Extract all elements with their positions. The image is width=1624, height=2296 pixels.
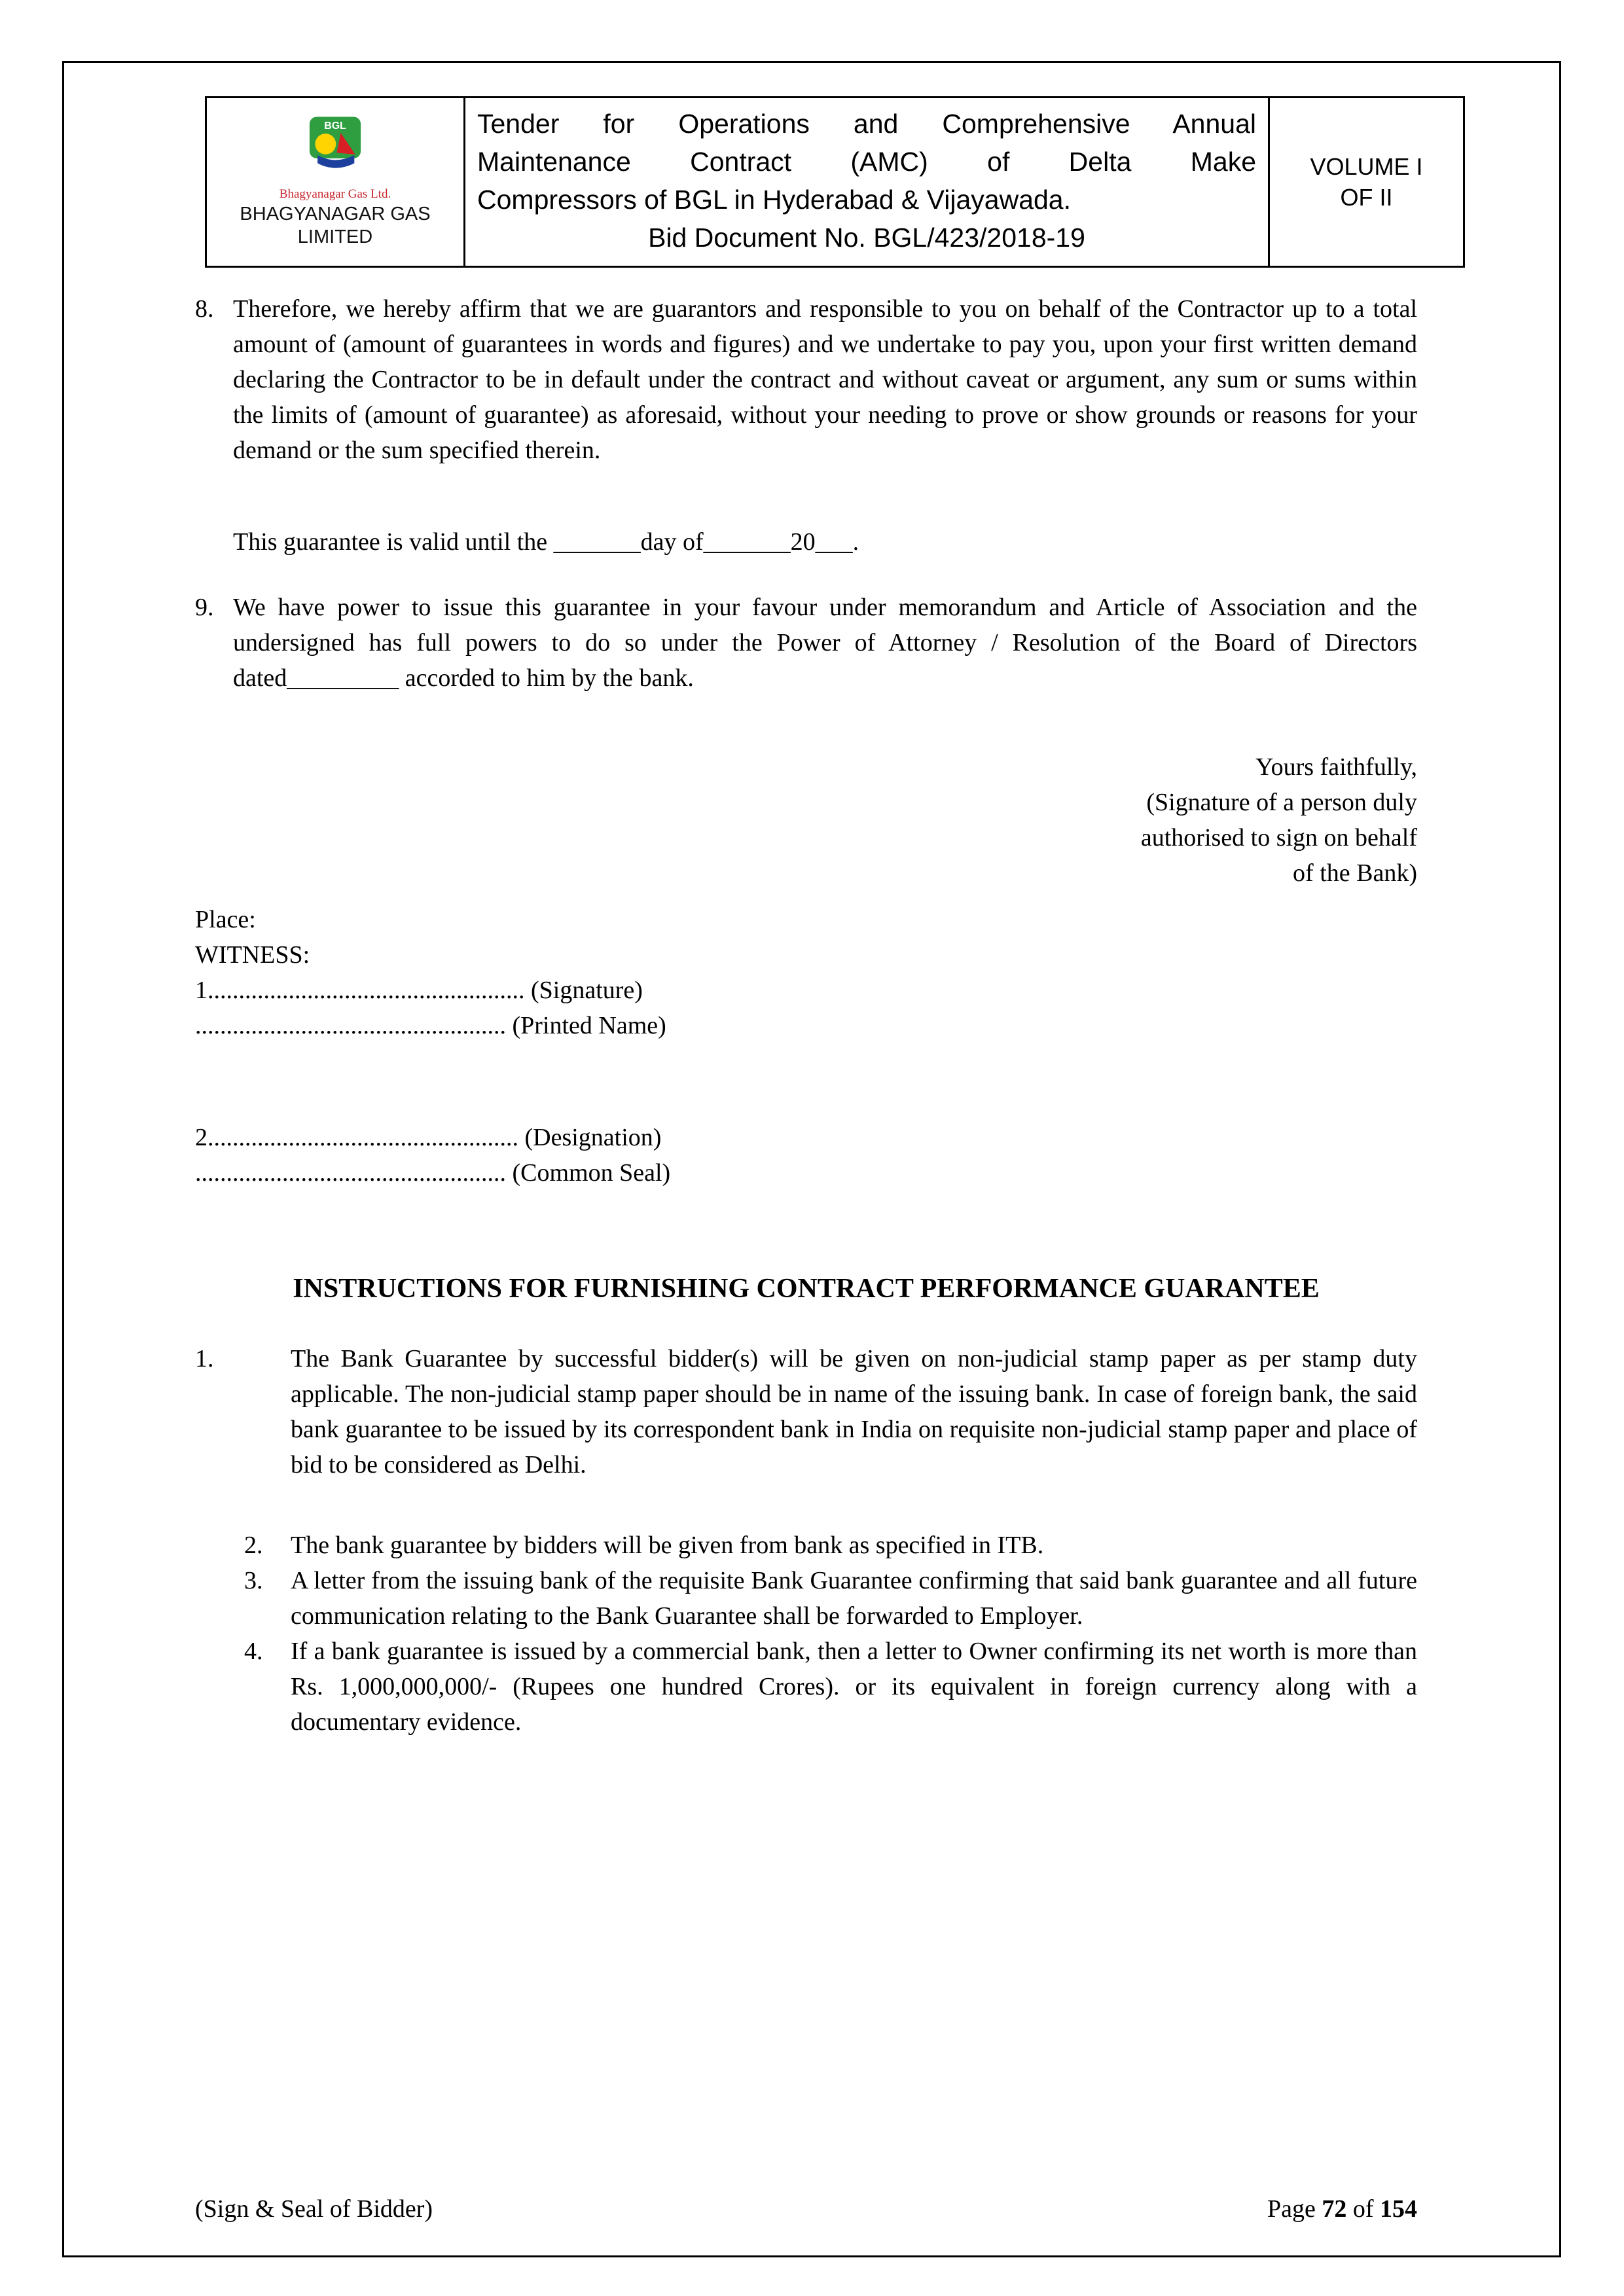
witness-line: 1................................................... (Signature) [195, 977, 643, 1004]
volume-line: OF II [1340, 184, 1393, 211]
witness-line: 2.................................................. (Designation) [195, 1124, 662, 1151]
clause-8 [195, 291, 1417, 468]
place-witness-block [195, 902, 1417, 1043]
org-subtitle: Bhagyanagar Gas Ltd. [279, 187, 391, 201]
place-label: Place: [195, 906, 256, 933]
instruction-item [195, 1563, 1417, 1634]
tender-title-line: Maintenance Contract (AMC) of Delta Make [477, 147, 1256, 177]
clause-9-number: 9. [195, 594, 214, 621]
bgl-logo-graphic [293, 115, 377, 187]
instruction-number: 2. [244, 1532, 263, 1559]
volume-line: VOLUME I [1310, 153, 1423, 180]
instruction-item [195, 1528, 1417, 1563]
instructions-heading: INSTRUCTIONS FOR FURNISHING CONTRACT PERFORMANCE GUARANTEE [293, 1274, 1320, 1304]
logo-cell [207, 98, 465, 266]
page-footer [195, 2191, 1417, 2227]
witness-line: .................................................. (Printed Name) [195, 1012, 666, 1039]
guarantee-validity-line: This guarantee is valid until the _______day of_______20___. [233, 528, 859, 556]
clause-8-number: 8. [195, 295, 214, 323]
signature-line: authorised to sign on behalf [1140, 824, 1417, 852]
witness-label: WITNESS: [195, 941, 310, 969]
tender-title-line: Tender for Operations and Comprehensive Annual [477, 109, 1256, 139]
page-word: Page [1267, 2195, 1322, 2223]
instruction-item [195, 1341, 1417, 1482]
header-table [205, 96, 1465, 268]
instruction-text: If a bank guarantee is issued by a commercial bank, then a letter to Owner confirming its net worth is more than Rs. 1,000,000,000/- (Rupees one hundred Crores). or its equivalent in foreign currency along with a documentary evidence. [291, 1638, 1417, 1736]
bgl-logo-text: BGL [324, 120, 346, 132]
instruction-number: 3. [244, 1567, 263, 1594]
signature-line: Yours faithfully, [1255, 753, 1417, 781]
instruction-number: 1. [195, 1345, 214, 1372]
instruction-text: A letter from the issuing bank of the requisite Bank Guarantee confirming that said bank guarantee and all future communication relating to the Bank Guarantee shall be forwarded to Employer. [291, 1567, 1417, 1630]
bid-document-number: Bid Document No. BGL/423/2018-19 [648, 223, 1085, 253]
instruction-text: The Bank Guarantee by successful bidder(s) will be given on non-judicial stamp paper as per stamp duty applicable. The non-judicial stamp paper should be in name of the issuing bank. In case of foreign bank, the said bank guarantee to be issued by its correspondent bank in India on requisite non-judicial stamp paper and place of bid to be considered as Delhi. [291, 1345, 1417, 1479]
signature-line: (Signature of a person duly [1146, 789, 1417, 816]
instruction-item [195, 1634, 1417, 1740]
page-number [1267, 2191, 1417, 2227]
clause-8-text: Therefore, we hereby affirm that we are guarantors and responsible to you on behalf of the Contractor up to a total amount of (amount of guarantees in words and figures) and we undertake to pay you, upon your first written demand declaring the Contractor to be in default under the contract and without caveat or argument, any sum or sums within the limits of (amount of guarantee) as aforesaid, without your needing to prove or show grounds or reasons for your demand or the sum specified therein. [233, 295, 1417, 464]
witness-line: .................................................. (Common Seal) [195, 1159, 671, 1187]
org-name: BHAGYANAGAR GAS LIMITED [240, 204, 431, 247]
tender-title-cell [465, 98, 1270, 266]
instruction-text: The bank guarantee by bidders will be given from bank as specified in ITB. [291, 1532, 1044, 1559]
of-word: of [1346, 2195, 1380, 2223]
witness-block-2 [195, 1120, 1417, 1191]
volume-cell [1270, 98, 1463, 266]
document-body [195, 291, 1417, 1740]
sign-seal-note: (Sign & Seal of Bidder) [195, 2195, 433, 2223]
signature-block [195, 749, 1417, 891]
page-current: 72 [1322, 2195, 1347, 2223]
instruction-number: 4. [244, 1638, 263, 1665]
signature-line: of the Bank) [1293, 859, 1417, 887]
page-total: 154 [1380, 2195, 1417, 2223]
clause-9-text: We have power to issue this guarantee in your favour under memorandum and Article of Association and the undersigned has full powers to do so under the Power of Attorney / Resolution of the Board of Directors dated_________ accorded to him by the bank. [233, 594, 1417, 692]
clause-9 [195, 590, 1417, 696]
tender-title-line: Compressors of BGL in Hyderabad & Vijayawada. [477, 185, 1072, 215]
